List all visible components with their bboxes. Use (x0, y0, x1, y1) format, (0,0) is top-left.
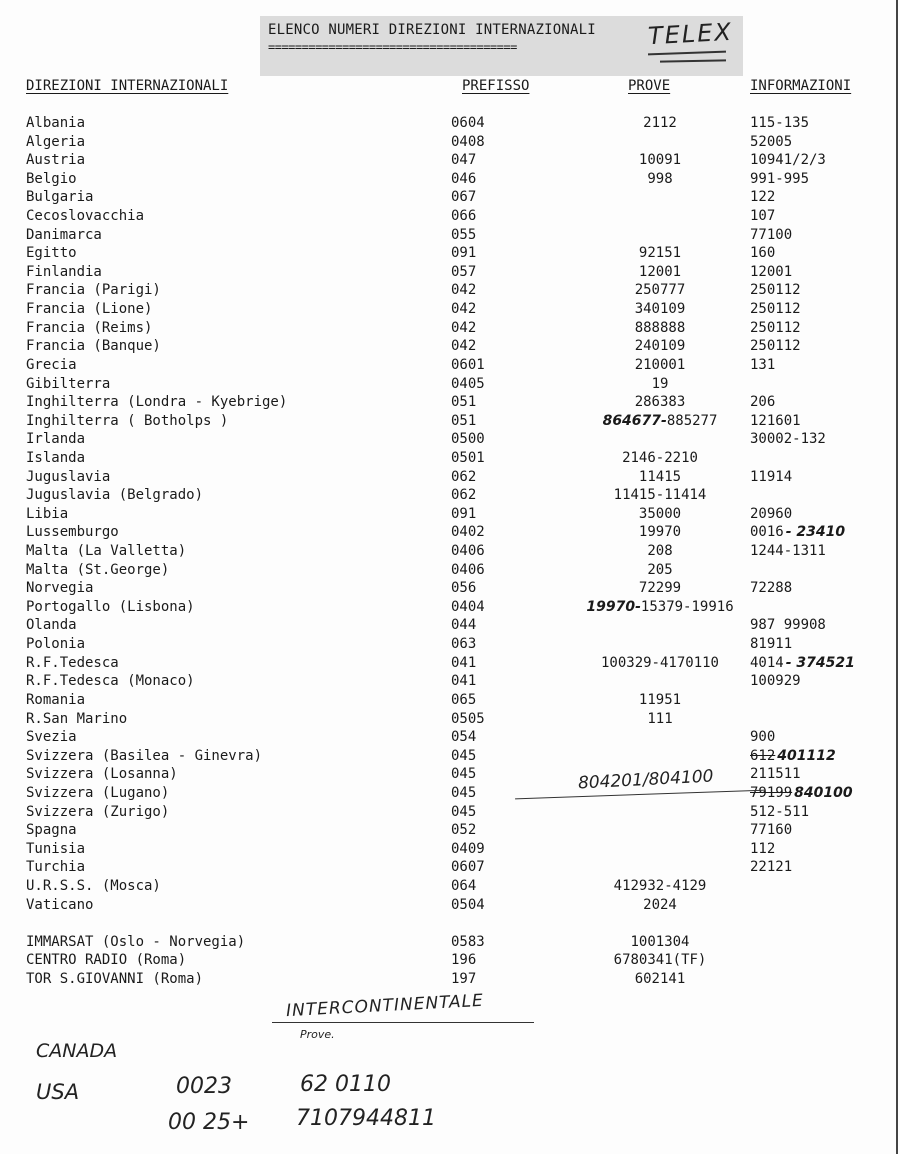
prefisso-value: 0583 (451, 933, 485, 950)
table-row (0, 562, 900, 581)
prove-value: 888888 (634, 319, 686, 336)
informazioni-cell (750, 766, 801, 782)
country-name: Francia (Parigi) (26, 282, 161, 299)
country-name: Svizzera (Zurigo) (26, 803, 170, 820)
informazioni-value: 12001 (750, 263, 793, 280)
informazioni-value: 72288 (750, 580, 793, 597)
prefisso-value: 0404 (451, 598, 485, 615)
country-name: Svizzera (Lugano) (26, 784, 170, 801)
table-row (0, 636, 900, 655)
prefisso-value: 055 (451, 226, 477, 243)
informazioni-cell (750, 748, 836, 764)
country-name: Cecoslovacchia (26, 208, 145, 225)
informazioni-value: 100929 (750, 673, 801, 690)
country-name: Vaticano (26, 896, 94, 913)
informazioni-value: 30002-132 (750, 431, 826, 448)
informazioni-value: 512-511 (750, 803, 810, 820)
informazioni-cell (750, 338, 801, 354)
country-name: Romania (26, 691, 86, 708)
informazioni-cell (750, 524, 845, 540)
document-title: ELENCO NUMERI DIREZIONI INTERNAZIONALI (268, 22, 596, 38)
table-row (0, 450, 900, 469)
prefisso-value: 042 (451, 282, 477, 299)
usa-label: USA (36, 1080, 80, 1104)
informazioni-value: 77100 (750, 226, 793, 243)
country-name: Belgio (26, 170, 77, 187)
table-row (0, 804, 900, 823)
prefisso-value: 0607 (451, 859, 485, 876)
table-row (0, 543, 900, 562)
prefisso-value: 042 (451, 319, 477, 336)
country-name: Juguslavia (26, 468, 111, 485)
country-name: Irlanda (26, 431, 86, 448)
prefisso-value: 047 (451, 152, 477, 169)
informazioni-cell (750, 841, 775, 857)
prove-value: 412932-4129 (613, 877, 707, 894)
informazioni-value: 81911 (750, 636, 793, 653)
informazioni-value: 612 (750, 747, 776, 764)
country-name: Inghilterra ( Botholps ) (26, 412, 229, 429)
informazioni-value: 250112 (750, 301, 801, 318)
prefisso-value: 052 (451, 822, 477, 839)
country-name: Grecia (26, 356, 77, 373)
informazioni-cell (750, 822, 792, 838)
prefisso-value: 064 (451, 877, 477, 894)
prefisso-value: 045 (451, 766, 477, 783)
prefisso-value: 051 (451, 412, 477, 429)
prove-value: 92151 (638, 245, 682, 262)
prove-handwritten: 19970- (586, 598, 641, 615)
table-row (0, 357, 900, 376)
prove-value: 11415-11414 (613, 487, 707, 504)
table-row (0, 599, 900, 618)
handwritten-telex: TELEX (647, 17, 734, 51)
table-row (0, 282, 900, 301)
prove-value: 998 (647, 170, 673, 187)
informazioni-value: 10941/2/3 (750, 152, 826, 169)
prefisso-value: 067 (451, 189, 477, 206)
prefisso-value: 0408 (451, 133, 485, 150)
country-name: U.R.S.S. (Mosca) (26, 877, 161, 894)
table-row (0, 208, 900, 227)
prefisso-value: 0604 (451, 115, 485, 131)
table-row (0, 934, 900, 953)
informazioni-value: 4014 (750, 654, 784, 671)
table-row (0, 394, 900, 413)
prove-value: 210001 (634, 356, 686, 373)
usa-number-1: 62 0110 (300, 1072, 391, 1097)
prefisso-value: 091 (451, 505, 477, 522)
prefisso-value: 046 (451, 170, 477, 187)
prefisso-value: 054 (451, 729, 477, 746)
prove-value: 250777 (634, 282, 686, 299)
prefisso-value: 051 (451, 394, 477, 411)
table-row (0, 841, 900, 860)
table-row (0, 711, 900, 730)
informazioni-value: 206 (750, 394, 776, 411)
title-underline: ===================================== (268, 40, 517, 54)
prefisso-value: 0505 (451, 710, 485, 727)
table-row (0, 655, 900, 674)
informazioni-value: 122 (750, 189, 776, 206)
table-row (0, 506, 900, 525)
table-row (0, 301, 900, 320)
prefisso-value: 042 (451, 301, 477, 318)
informazioni-value: 22121 (750, 859, 793, 876)
table-row (0, 469, 900, 488)
informazioni-value: 160 (750, 245, 776, 262)
informazioni-value: 987 99908 (750, 617, 826, 634)
prove-cell (580, 599, 740, 615)
prefisso-value: 045 (451, 747, 477, 764)
country-name: Libia (26, 505, 69, 522)
table-row (0, 897, 900, 916)
table-row (0, 413, 900, 432)
prefisso-value: 0402 (451, 524, 485, 541)
country-name: Francia (Lione) (26, 301, 153, 318)
informazioni-value: 250112 (750, 282, 801, 299)
prefisso-value: 042 (451, 338, 477, 355)
informazioni-value: 115-135 (750, 115, 810, 131)
prove-value: 602141 (634, 971, 686, 988)
country-name: Austria (26, 152, 86, 169)
table-row (0, 134, 900, 153)
informazioni-cell (750, 729, 775, 745)
prove-value: 2024 (643, 896, 677, 913)
country-name: Egitto (26, 245, 77, 262)
table-row (0, 729, 900, 748)
informazioni-value: 52005 (750, 133, 793, 150)
table-row (0, 320, 900, 339)
prove-handwritten: 864677- (602, 412, 667, 429)
country-name: R.F.Tedesca (Monaco) (26, 673, 195, 690)
header-prove: PROVE (628, 78, 671, 94)
prefisso-value: 197 (451, 971, 477, 988)
informazioni-value: 991-995 (750, 170, 810, 187)
informazioni-cell (750, 282, 801, 298)
prefisso-value: 056 (451, 580, 477, 597)
informazioni-cell (750, 134, 792, 150)
informazioni-cell (750, 208, 775, 224)
country-name: TOR S.GIOVANNI (Roma) (26, 971, 204, 988)
prefisso-value: 062 (451, 468, 477, 485)
informazioni-cell (750, 152, 826, 168)
country-name: Albania (26, 115, 86, 131)
country-name: Francia (Reims) (26, 319, 153, 336)
prefisso-value: 091 (451, 245, 477, 262)
table-row (0, 245, 900, 264)
prefisso-value: 041 (451, 673, 477, 690)
directions-table (0, 115, 900, 990)
country-name: Lussemburgo (26, 524, 119, 541)
table-row (0, 431, 900, 450)
informazioni-value: 77160 (750, 822, 793, 839)
table-row (0, 915, 900, 934)
prefisso-value: 045 (451, 803, 477, 820)
table-row (0, 338, 900, 357)
table-row (0, 673, 900, 692)
country-name: IMMARSAT (Oslo - Norvegia) (26, 933, 246, 950)
prove-value: 6780341(TF) (613, 952, 707, 969)
informazioni-cell (750, 804, 809, 820)
prefisso-value: 196 (451, 952, 477, 969)
informazioni-cell (750, 636, 792, 652)
country-name: Gibilterra (26, 375, 111, 392)
table-row (0, 617, 900, 636)
country-name: Juguslavia (Belgrado) (26, 487, 204, 504)
informazioni-cell (750, 617, 826, 633)
informazioni-value: 121601 (750, 412, 801, 429)
header-direzioni: DIREZIONI INTERNAZIONALI (26, 78, 229, 94)
prove-cell (580, 413, 740, 429)
informazioni-cell (750, 580, 792, 596)
informazioni-handwritten: 401112 (777, 747, 836, 764)
country-name: CENTRO RADIO (Roma) (26, 952, 187, 969)
table-row (0, 859, 900, 878)
prove-value: 35000 (638, 505, 682, 522)
informazioni-value: 131 (750, 356, 776, 373)
informazioni-value: 20960 (750, 505, 793, 522)
informazioni-cell (750, 357, 775, 373)
informazioni-cell (750, 673, 801, 689)
prove-value: 15379-19916 (640, 598, 734, 615)
informazioni-value: 211511 (750, 766, 801, 783)
prefisso-value: 0406 (451, 543, 485, 560)
table-row (0, 766, 900, 785)
informazioni-value: 0016 (750, 524, 784, 541)
informazioni-handwritten: 840100 (794, 784, 853, 801)
country-name: Svizzera (Basilea - Ginevra) (26, 747, 263, 764)
informazioni-cell (750, 245, 775, 261)
prove-value: 19 (651, 375, 669, 392)
prove-value: 885277 (666, 412, 718, 429)
table-row (0, 878, 900, 897)
intercontinentale-label: INTERCONTINENTALE (285, 990, 485, 1022)
usa-prefix-2: 00 25+ (168, 1110, 250, 1135)
prefisso-value: 0504 (451, 896, 485, 913)
country-name: Svezia (26, 729, 77, 746)
country-name: Inghilterra (Londra - Kyebrige) (26, 394, 288, 411)
prefisso-value: 0601 (451, 356, 485, 373)
country-name: Turchia (26, 859, 86, 876)
country-name: Francia (Banque) (26, 338, 161, 355)
table-row (0, 264, 900, 283)
informazioni-value: 250112 (750, 319, 801, 336)
table-row (0, 952, 900, 971)
informazioni-cell (750, 320, 801, 336)
informazioni-value: 112 (750, 840, 776, 857)
country-name: Olanda (26, 617, 77, 634)
country-name: Norvegia (26, 580, 94, 597)
prove-value: 100329-4170110 (600, 654, 719, 671)
table-row (0, 152, 900, 171)
informazioni-cell (750, 431, 826, 447)
informazioni-cell (750, 301, 801, 317)
table-row (0, 822, 900, 841)
informazioni-cell (750, 785, 853, 801)
country-name: Spagna (26, 822, 77, 839)
informazioni-cell (750, 189, 775, 205)
informazioni-value: 900 (750, 729, 776, 746)
country-name: Bulgaria (26, 189, 94, 206)
table-row (0, 692, 900, 711)
prove-value: 10091 (638, 152, 682, 169)
informazioni-cell (750, 115, 809, 131)
prefisso-value: 057 (451, 263, 477, 280)
prove-value: 12001 (638, 263, 682, 280)
header-prefisso: PREFISSO (462, 78, 530, 94)
table-row (0, 227, 900, 246)
header-informazioni: INFORMAZIONI (750, 78, 852, 94)
table-row (0, 580, 900, 599)
prefisso-value: 041 (451, 654, 477, 671)
prove-value: 1001304 (630, 933, 690, 950)
country-name: Polonia (26, 636, 86, 653)
canada-label: CANADA (36, 1040, 118, 1062)
table-row (0, 376, 900, 395)
prefisso-value: 0406 (451, 561, 485, 578)
informazioni-cell (750, 543, 826, 559)
prove-value: 111 (647, 710, 673, 727)
prove-value: 286383 (634, 394, 686, 411)
country-name: Islanda (26, 449, 86, 466)
prove-value: 2146-2210 (622, 449, 698, 466)
prove-value: 205 (647, 561, 673, 578)
country-name: Malta (La Valletta) (26, 543, 187, 560)
informazioni-value: 11914 (750, 468, 793, 485)
prove-value: 19970 (638, 524, 682, 541)
prefisso-value: 0405 (451, 375, 485, 392)
prefisso-value: 065 (451, 691, 477, 708)
informazioni-handwritten: - 23410 (785, 524, 846, 541)
prefisso-value: 063 (451, 636, 477, 653)
prefisso-value: 0501 (451, 449, 485, 466)
table-row (0, 971, 900, 990)
informazioni-value: 250112 (750, 338, 801, 355)
prefisso-value: 044 (451, 617, 477, 634)
intercontinentale-underline (272, 1022, 534, 1023)
informazioni-cell (750, 413, 801, 429)
prove-value: 72299 (638, 580, 682, 597)
prefisso-value: 045 (451, 784, 477, 801)
country-name: Finlandia (26, 263, 102, 280)
country-name: Tunisia (26, 840, 86, 857)
table-row (0, 189, 900, 208)
country-name: Malta (St.George) (26, 561, 170, 578)
prove-value: 2112 (643, 115, 677, 131)
informazioni-handwritten: - 374521 (785, 654, 855, 671)
prefisso-value: 066 (451, 208, 477, 225)
prefisso-value: 062 (451, 487, 477, 504)
country-name: Algeria (26, 133, 86, 150)
informazioni-cell (750, 227, 792, 243)
table-row (0, 487, 900, 506)
country-name: Svizzera (Losanna) (26, 766, 178, 783)
informazioni-cell (750, 859, 792, 875)
informazioni-cell (750, 469, 792, 485)
country-name: R.San Marino (26, 710, 128, 727)
informazioni-cell (750, 506, 792, 522)
table-row (0, 524, 900, 543)
informazioni-cell (750, 394, 775, 410)
country-name: Danimarca (26, 226, 102, 243)
prove-value: 240109 (634, 338, 686, 355)
table-row (0, 171, 900, 190)
prefisso-value: 0409 (451, 840, 485, 857)
country-name: R.F.Tedesca (26, 654, 119, 671)
prefisso-value: 0500 (451, 431, 485, 448)
prove-label: Prove. (300, 1028, 335, 1041)
prove-value: 208 (647, 543, 673, 560)
informazioni-cell (750, 655, 855, 671)
informazioni-value: 79199 (750, 784, 793, 801)
informazioni-cell (750, 171, 809, 187)
table-row (0, 748, 900, 767)
usa-prefix-1: 0023 (176, 1074, 232, 1099)
table-row (0, 785, 900, 804)
table-row (0, 115, 900, 134)
svizzera-handwritten-note: 804201/804100 (577, 766, 714, 794)
informazioni-cell (750, 264, 792, 280)
informazioni-value: 1244-1311 (750, 543, 826, 560)
prove-value: 11951 (638, 691, 682, 708)
prove-value: 11415 (638, 468, 682, 485)
country-name: Portogallo (Lisbona) (26, 598, 195, 615)
usa-number-2: 7107944811 (296, 1106, 436, 1131)
informazioni-value: 107 (750, 208, 776, 225)
prove-value: 340109 (634, 301, 686, 318)
